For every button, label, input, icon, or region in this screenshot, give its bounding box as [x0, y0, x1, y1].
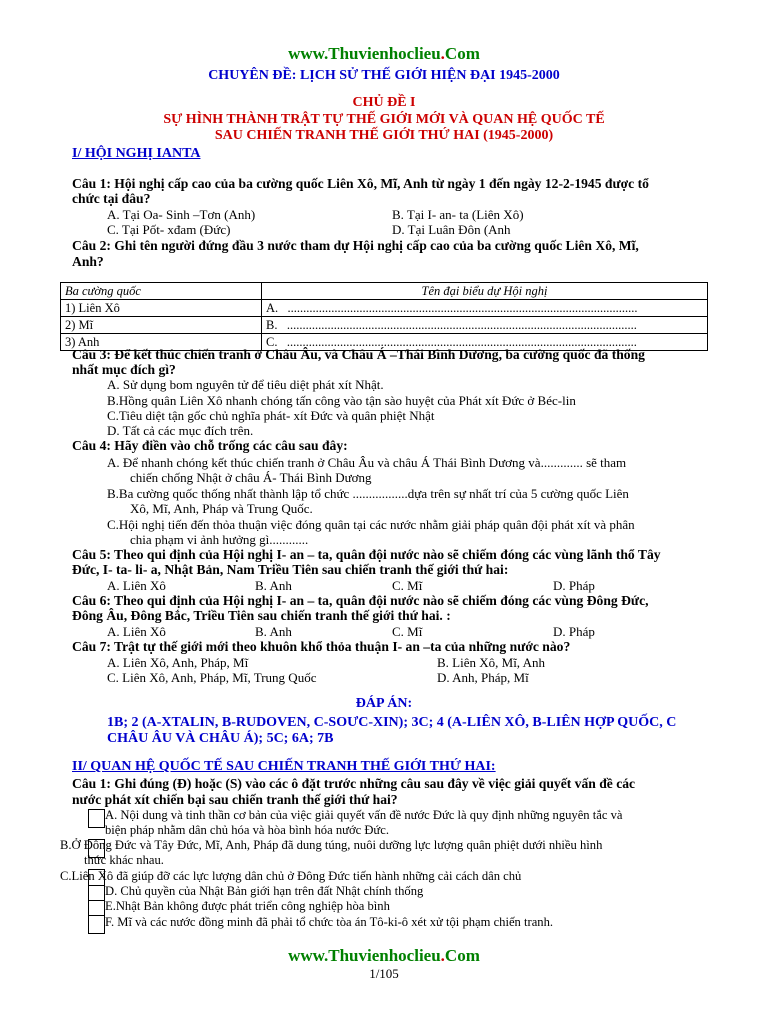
q3-option-c: C.Tiêu diệt tận gốc chủ nghĩa phát- xít Đức và quân phiệt Nhật: [107, 408, 435, 423]
q4-title: Câu 4: Hãy điền vào chỗ trống các câu sau đây:: [72, 438, 348, 453]
q3-option-b: B.Hồng quân Liên Xô nhanh chóng tấn công vào tận sào huyệt của Phát xít Đức ở Béc-lin: [107, 393, 576, 408]
site-header-name: www.Thuvienhoclieu: [288, 44, 441, 63]
q1-line2: chức tại đâu?: [72, 191, 151, 206]
q7-option-c: C. Liên Xô, Anh, Pháp, Mĩ, Trung Quốc: [107, 670, 317, 685]
q4-c-line1: C.Hội nghị tiến đến thỏa thuận việc đóng quân tại các nước nhằm giải pháp quân đội phát xít và phân: [107, 517, 635, 532]
q4-b-line1: B.Ba cường quốc thống nhất thành lập tổ chức .................dựa trên sự nhất trí của 5 cường quốc Liên: [107, 486, 629, 501]
answer-dots: ................................................................................................................: [286, 318, 637, 332]
table-row: [61, 300, 708, 317]
q4-a-line1: A. Để nhanh chóng kết thúc chiến tranh ở Châu Âu và châu Á Thái Bình Dương và............. sẽ tham: [107, 455, 627, 470]
q6-line2: Đông Âu, Đông Bắc, Triều Tiên sau chiến tranh thế giới thứ hai. :: [72, 608, 451, 623]
q1-option-a: A. Tại Oa- Sinh –Tơn (Anh): [107, 207, 256, 222]
q2-line1: Câu 2: Ghi tên người đứng đầu 3 nước tham dự Hội nghị cấp cao của ba cường quốc Liên Xô, Mĩ,: [72, 238, 639, 253]
q6-option-b: B. Anh: [255, 624, 292, 639]
q5-option-c: C. Mĩ: [392, 578, 423, 593]
s2q1-line1: Câu 1: Ghi đúng (Đ) hoặc (S) vào các ô đặt trước những câu sau đây về việc giải quyết vấn đề các: [72, 776, 636, 791]
table-cell-country: 1) Liên Xô: [61, 300, 262, 317]
q5-option-a: A. Liên Xô: [107, 578, 166, 593]
q1-option-b: B. Tại I- an- ta (Liên Xô): [392, 207, 524, 222]
site-footer[interactable]: [0, 946, 768, 966]
answer-dots: ................................................................................................................: [287, 301, 638, 315]
table-row: [61, 317, 708, 334]
table-cell-answer[interactable]: [262, 317, 708, 334]
section-heading-2: II/ QUAN HỆ QUỐC TẾ SAU CHIẾN TRANH THẾ GIỚI THỨ HAI:: [72, 759, 496, 774]
q5-option-b: B. Anh: [255, 578, 292, 593]
delegates-table: [60, 282, 708, 351]
site-footer-tld: Com: [444, 946, 480, 965]
answer-letter: C.: [266, 335, 278, 349]
s2q1-statement-b-line1: B.Ở Đông Đức và Tây Đức, Mĩ, Anh, Pháp đã dung túng, nuôi dưỡng lực lượng quân phiệt dưới nhiều hình: [60, 838, 603, 852]
q4-a-line2: chiến chống Nhật ở châu Á- Thái Bình Dương: [130, 470, 372, 485]
answer-line1: 1B; 2 (A-XTALIN, B-RUDOVEN, C-SOƯC-XIN); 3C; 4 (A-LIÊN XÔ, B-LIÊN HỢP QUỐC, C: [107, 715, 677, 730]
site-header-tld: Com: [444, 44, 480, 63]
site-header[interactable]: [0, 44, 768, 64]
answer-box-a[interactable]: [88, 809, 105, 828]
s2q1-statement-d: D. Chủ quyền của Nhật Bản giới hạn trên đất Nhật chính thống: [105, 884, 424, 898]
s2q1-line2: nước phát xít chiến bại sau chiến tranh thế giới thứ hai?: [72, 792, 398, 807]
site-footer-dot: .: [440, 946, 445, 965]
table-cell-country: 2) Mĩ: [61, 317, 262, 334]
q7-option-d: D. Anh, Pháp, Mĩ: [437, 670, 529, 685]
q1-option-d: D. Tại Luân Đôn (Anh: [392, 222, 511, 237]
q6-line1: Câu 6: Theo qui định của Hội nghị I- an – ta, quân đội nước nào sẽ chiếm đóng các vùng Đông Đức,: [72, 593, 649, 608]
q5-line1: Câu 5: Theo qui định của Hội nghị I- an – ta, quân đội nước nào sẽ chiếm đóng các vùng lãnh thổ Tây: [72, 547, 661, 562]
s2q1-statement-a-line2: biện pháp nhằm dân chủ hóa và hòa bình hóa nước Đức.: [105, 823, 389, 837]
table-header-row: [61, 283, 708, 300]
site-footer-name: www.Thuvienhoclieu: [288, 946, 441, 965]
answer-letter: B.: [266, 318, 278, 332]
q6-option-a: A. Liên Xô: [107, 624, 166, 639]
chapter-title-line1: SỰ HÌNH THÀNH TRẬT TỰ THẾ GIỚI MỚI VÀ QUAN HỆ QUỐC TẾ: [163, 112, 605, 127]
s2q1-statement-e: E.Nhật Bản không được phát triển công nghiệp hòa bình: [105, 899, 390, 913]
q7-line1: Câu 7: Trật tự thế giới mới theo khuôn khổ thỏa thuận I- an –ta của những nước nào?: [72, 639, 571, 654]
section-heading-1: I/ HỘI NGHỊ IANTA: [72, 146, 201, 161]
table-cell-country: 3) Anh: [61, 334, 262, 351]
answer-box-f[interactable]: [88, 915, 105, 934]
q3-option-a: A. Sử dụng bom nguyên tử để tiêu diệt phát xít Nhật.: [107, 377, 384, 392]
q1-option-c: C. Tại Pốt- xđam (Đức): [107, 222, 231, 237]
q6-option-c: C. Mĩ: [392, 624, 423, 639]
q4-c-line2: chia phạm vi ảnh hưởng gì............: [130, 532, 309, 547]
q1-line1: Câu 1: Hội nghị cấp cao của ba cường quốc Liên Xô, Mĩ, Anh từ ngày 1 đến ngày 12-2-1945 được tổ: [72, 176, 649, 191]
q4-b-line2: Xô, Mĩ, Anh, Pháp và Trung Quốc.: [130, 501, 313, 516]
chapter-label: CHỦ ĐỀ I: [352, 95, 416, 110]
q3-option-d: D. Tất cả các mục đích trên.: [107, 423, 254, 438]
s2q1-statement-c: C.Liên Xô đã giúp đỡ các lực lượng dân chủ ở Đông Đức tiến hành những cải cách dân chủ: [60, 869, 522, 883]
table-cell-answer[interactable]: [262, 300, 708, 317]
site-header-dot: .: [440, 44, 445, 63]
q3-line1: Câu 3: Để kết thúc chiến tranh ở Châu Âu, và Châu Á –Thái Bình Dương, ba cường quốc đã thống: [72, 347, 645, 362]
q7-option-a: A. Liên Xô, Anh, Pháp, Mĩ: [107, 655, 249, 670]
table-header-delegates: Tên đại biểu dự Hội nghị: [262, 283, 708, 300]
q6-option-d: D. Pháp: [553, 624, 595, 639]
answer-dots: ................................................................................................................: [286, 335, 637, 349]
s2q1-statement-a-line1: A. Nội dung và tinh thần cơ bản của việc giải quyết vấn đề nước Đức là quy định những nguyên tắc và: [105, 808, 623, 822]
s2q1-statement-f: F. Mĩ và các nước đồng minh đã phải tổ chức tòa án Tô-ki-ô xét xử tội phạm chiến tranh.: [105, 915, 554, 929]
page-number: 1/105: [369, 966, 399, 981]
chapter-title-line2: SAU CHIẾN TRANH THẾ GIỚI THỨ HAI (1945-2000): [214, 128, 554, 143]
answer-label: ĐÁP ÁN:: [355, 696, 413, 711]
table-header-powers: Ba cường quốc: [61, 283, 262, 300]
q7-option-b: B. Liên Xô, Mĩ, Anh: [437, 655, 545, 670]
s2q1-statement-b-line2: thức khác nhau.: [84, 853, 164, 867]
q5-option-d: D. Pháp: [553, 578, 595, 593]
answer-letter: A.: [266, 301, 279, 315]
q3-line2: nhất mục đích gì?: [72, 362, 176, 377]
q2-line2: Anh?: [72, 254, 104, 269]
answer-line2: CHÂU ÂU VÀ CHÂU Á); 5C; 6A; 7B: [107, 731, 334, 746]
topic-title: CHUYÊN ĐỀ: LỊCH SỬ THẾ GIỚI HIỆN ĐẠI 1945-2000: [208, 68, 560, 83]
q5-line2: Đức, I- ta- li- a, Nhật Bản, Nam Triều Tiên sau chiến tranh thế giới thứ hai:: [72, 562, 509, 577]
